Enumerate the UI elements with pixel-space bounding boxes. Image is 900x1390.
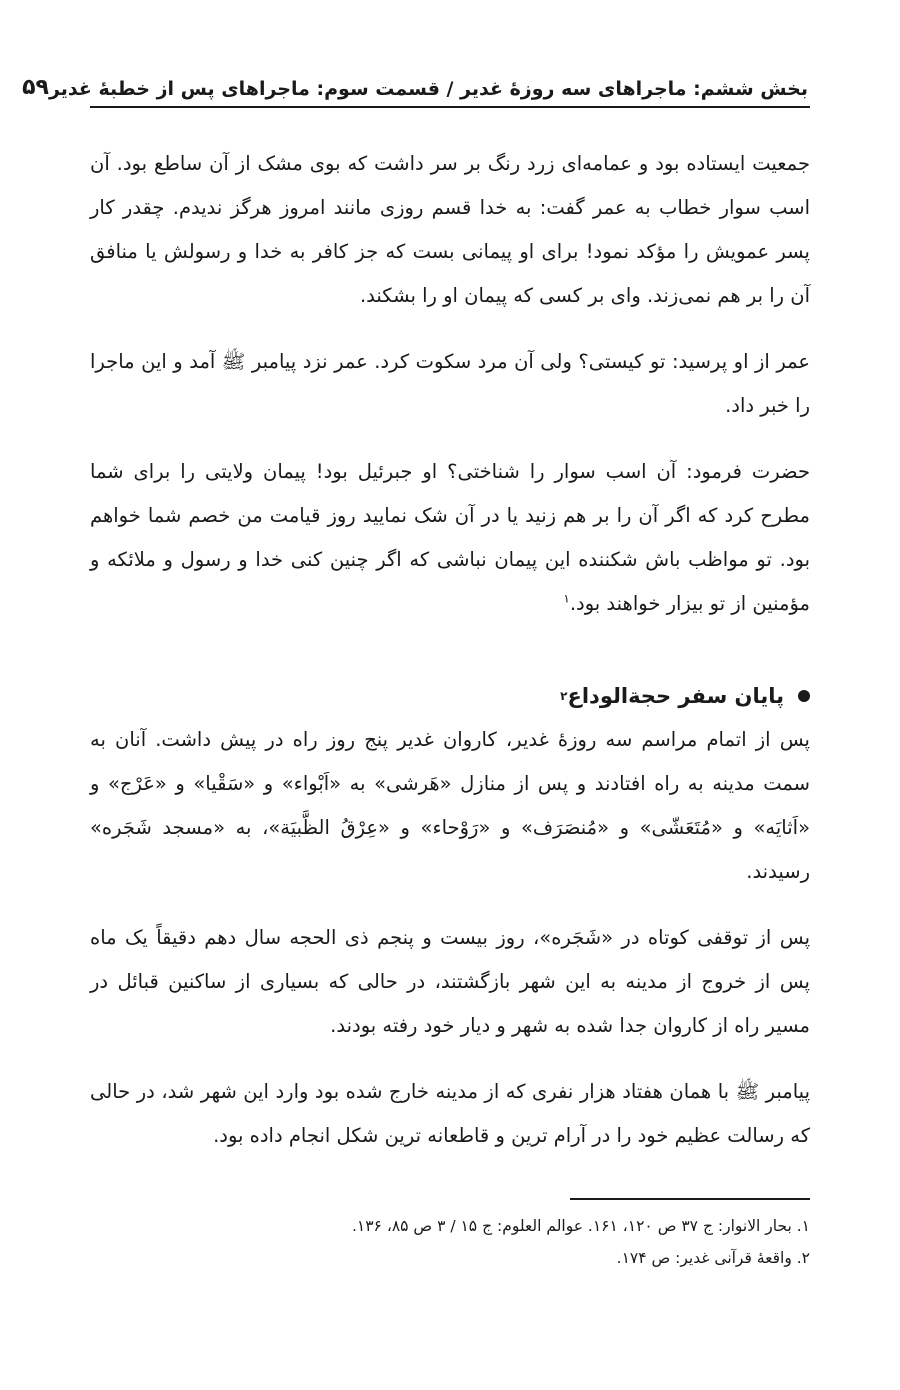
bullet-icon: [798, 690, 810, 702]
paragraph-2: عمر از او پرسید: تو کیستی؟ ولی آن مرد سکوت کرد. عمر نزد پیامبر ﷺ آمد و این ماجرا را خبر داد.: [90, 350, 810, 417]
main-text: [90, 142, 810, 1158]
footnotes: [90, 1210, 810, 1274]
page-number: ۵۹: [22, 75, 49, 100]
paragraph-3: [90, 450, 810, 626]
paragraph-1: جمعیت ایستاده بود و عمامه‌ای زرد رنگ بر سر داشت که بوی مشک از آن ساطع بود. آن اسب سوار خطاب به عمر گفت: به خدا قسم روزی مانند امروز هرگز ندیدم. چقدر کار پسر عمویش را مؤکد نمود! برای او پیمانی بست که جز کافر به خدا و رسولش یا منافق آن را بر هم نمی‌زند. وای بر کسی که پیمان او را بشکند.: [90, 152, 810, 307]
running-header: [22, 60, 810, 108]
footnote-2: ۲. واقعهٔ قرآنی غدیر: ص ۱۷۴.: [616, 1249, 810, 1267]
section-heading-text: پایان سفر حجة‌الوداع: [567, 684, 784, 708]
running-header-title: بخش ششم: ماجراهای سه روزهٔ غدیر / قسمت سوم: ماجراهای پس از خطبهٔ غدیر: [48, 78, 808, 100]
section-heading: پایان سفر حجة‌الوداع ۲: [90, 674, 810, 718]
section-paragraph-3: پیامبر ﷺ با همان هفتاد هزار نفری که از مدینه خارج شده بود وارد این شهر شد، در حالی که رسالت عظیم خود را در آرام ترین و قاطعانه ترین شکل انجام داده بود.: [90, 1080, 810, 1147]
paragraph-3-text: حضرت فرمود: آن اسب سوار را شناختی؟ او جبرئیل بود! پیمان ولایتی را برای شما مطرح کرد که اگر آن را بر هم زنید یا در آن شک نمایید روز قیامت من خصم شما خواهم بود. تو مواظب باش شکننده این پیمان نباشی که اگر چنین کنی خدا و رسول و ملائکه و مؤمنین از تو بیزار خواهند بود.: [90, 460, 810, 615]
section-paragraph-2: پس از توقفی کوتاه در «شَجَره»، روز بیست و پنجم ذی الحجه سال دهم دقیقاً یک ماه پس از خروج از مدینه به این شهر بازگشتند، در حالی که بسیاری از ساکنین قبائل در مسیر راه از کاروان جدا شده به شهر و دیار خود رفته بودند.: [90, 926, 810, 1037]
book-page: [22, 60, 810, 1330]
section-paragraph-1: پس از اتمام مراسم سه روزهٔ غدیر، کاروان غدیر پنج روز راه در پیش داشت. آنان به سمت مدینه به راه افتادند و پس از منازل «هَرشی» به «اَبْواء» و «سَقْیا» و «عَرْج» و «اَثایَه» و «مُتَعَشّی» و «مُنصَرَف» و «رَوْحاء» و «عِرْقُ الظَّبیَة»، به «مسجد شَجَره» رسیدند.: [90, 728, 810, 883]
footnote-divider: [570, 1198, 810, 1200]
footnote-ref-1: ۱: [563, 591, 570, 606]
footnote-1: ۱. بحار الانوار: ج ۳۷ ص ۱۲۰، ۱۶۱. عوالم العلوم: ج ۱۵ / ۳ ص ۸۵، ۱۳۶.: [351, 1217, 810, 1235]
